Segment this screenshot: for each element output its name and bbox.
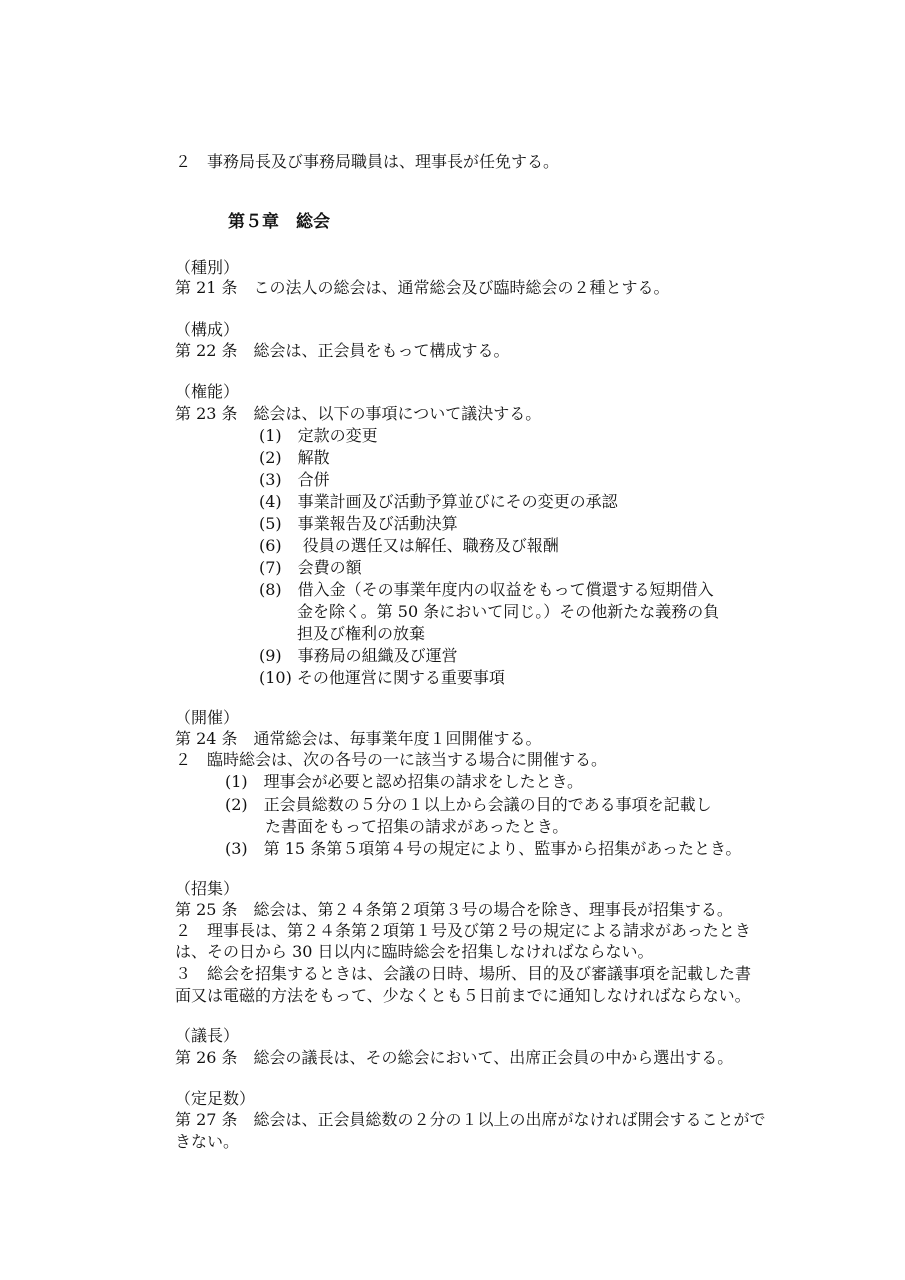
list-item: (10) その他運営に関する重要事項 [259,668,505,687]
article-heading: （開催） [175,708,240,727]
article-text: ２ 理事長は、第２４条第２項第１号及び第２号の規定による請求があったとき [175,921,751,940]
article-heading: （議長） [175,1026,240,1045]
article-text: ３ 総会を招集するときは、会議の日時、場所、目的及び審議事項を記載した書 [175,964,752,983]
list-item: (6) 役員の選任又は解任、職務及び報酬 [259,536,559,555]
list-item-continuation: 金を除く。第 50 条において同じ。）その他新たな義務の負 [297,602,720,621]
article-text: 第 24 条 通常総会は、毎事業年度１回開催する。 [175,729,542,748]
article-heading: （定足数） [175,1089,256,1108]
list-item: (7) 会費の額 [259,558,362,577]
article-text: 第 23 条 総会は、以下の事項について議決する。 [175,404,542,423]
list-item: (9) 事務局の組織及び運営 [259,646,458,665]
list-item-continuation: 担及び権利の放棄 [297,624,426,643]
article-text: 第 25 条 総会は、第２４条第２項第３号の場合を除き、理事長が招集する。 [175,900,733,919]
article-text: 第 26 条 総会の議長は、その総会において、出席正会員の中から選出する。 [175,1048,734,1067]
article-heading: （権能） [175,382,240,401]
article-text: 第 22 条 総会は、正会員をもって構成する。 [175,341,510,360]
list-item: (5) 事業報告及び活動決算 [259,514,458,533]
list-item: (8) 借入金（その事業年度内の収益をもって償還する短期借入 [259,580,714,599]
list-item: (3) 第 15 条第５項第４号の規定により、監事から招集があったとき。 [225,839,742,858]
article-text: は、その日から 30 日以内に臨時総会を招集しなければならない。 [175,942,654,961]
list-item: (4) 事業計画及び活動予算並びにその変更の承認 [259,492,618,511]
list-item: (1) 定款の変更 [259,426,378,445]
paragraph-line: ２ 事務局長及び事務局職員は、理事長が任免する。 [175,152,560,171]
chapter-title: 第５章 総会 [228,212,330,232]
article-heading: （招集） [175,879,240,898]
list-item: (2) 正会員総数の５分の１以上から会議の目的である事項を記載し [225,795,712,814]
article-text: 第 27 条 総会は、正会員総数の２分の１以上の出席がなければ開会することがで [175,1110,766,1129]
article-text: きない。 [175,1132,240,1151]
article-heading: （構成） [175,320,240,339]
list-item: (2) 解散 [259,448,330,467]
list-item-continuation: た書面をもって招集の請求があったとき。 [265,817,569,836]
list-item: (1) 理事会が必要と認め招集の請求をしたとき。 [225,772,584,791]
list-item: (3) 合併 [259,470,330,489]
article-heading: （種別） [175,258,240,277]
article-text: 第 21 条 この法人の総会は、通常総会及び臨時総会の２種とする。 [175,278,670,297]
article-text: ２ 臨時総会は、次の各号の一に該当する場合に開催する。 [175,750,608,769]
article-text: 面又は電磁的方法をもって、少なくとも５日前までに通知しなければならない。 [175,986,751,1005]
